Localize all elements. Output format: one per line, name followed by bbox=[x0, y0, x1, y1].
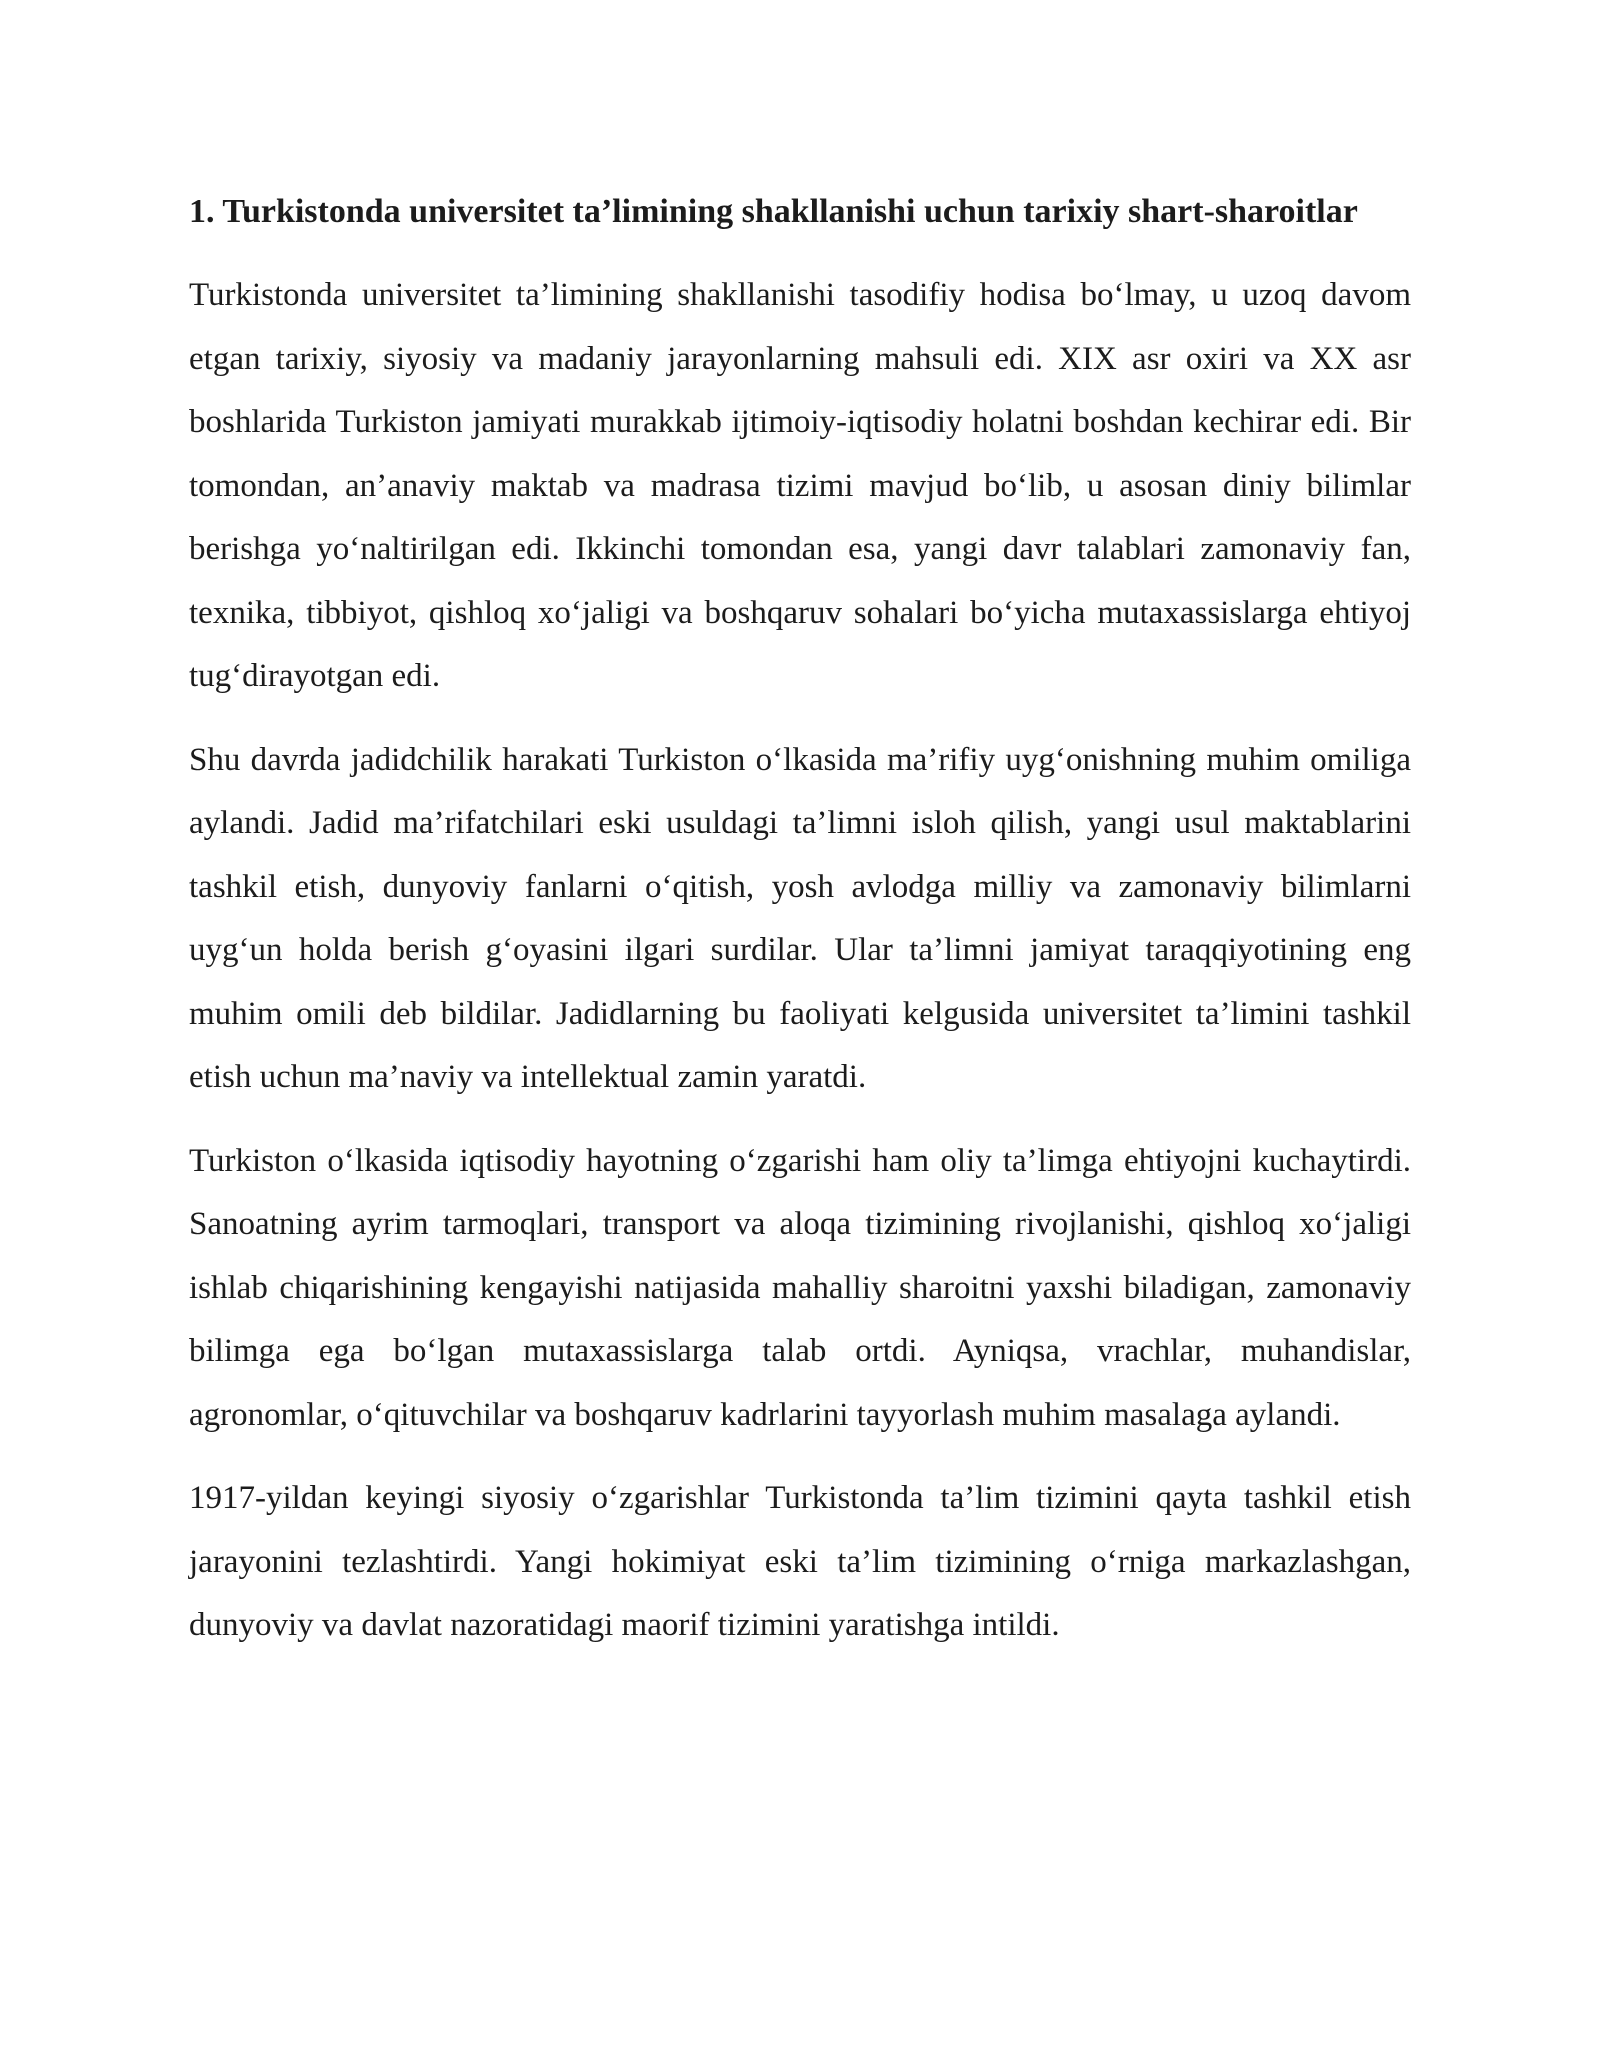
paragraph-1: Turkistonda universitet ta’limining shakllanishi tasodifiy hodisa bo‘lmay, u uzoq davom etgan tarixiy, siyosiy va madaniy jarayonlarning mahsuli edi. XIX asr oxiri va XX asr boshlarida Turkiston jamiyati murakkab ijtimoiy-iqtisodiy holatni boshdan kechirar edi. Bir tomondan, an’anaviy maktab va madrasa tizimi mavjud bo‘lib, u asosan diniy bilimlar berishga yo‘naltirilgan edi. Ikkinchi tomondan esa, yangi davr talablari zamonaviy fan, texnika, tibbiyot, qishloq xo‘jaligi va boshqaruv sohalari bo‘yicha mutaxassislarga ehtiyoj tug‘dirayotgan edi. bbox=[189, 277, 1411, 694]
paragraph-4: 1917-yildan keyingi siyosiy o‘zgarishlar Turkistonda ta’lim tizimini qayta tashkil etish jarayonini tezlashtirdi. Yangi hokimiyat eski ta’lim tizimining o‘rniga markazlashgan, dunyoviy va davlat nazoratidagi maorif tizimini yaratishga intildi. bbox=[189, 1480, 1411, 1643]
section-heading: 1. Turkistonda universitet ta’limining shakllanishi uchun tarixiy shart-sharoitlar bbox=[189, 193, 1358, 230]
paragraph-2: Shu davrda jadidchilik harakati Turkiston o‘lkasida ma’rifiy uyg‘onishning muhim omiliga aylandi. Jadid ma’rifatchilari eski usuldagi ta’limni isloh qilish, yangi usul maktablarini tashkil etish, dunyoviy fanlarni o‘qitish, yosh avlodga milliy va zamonaviy bilimlarni uyg‘un holda berish g‘oyasini ilgari surdilar. Ular ta’limni jamiyat taraqqiyotining eng muhim omili deb bildilar. Jadidlarning bu faoliyati kelgusida universitet ta’limini tashkil etish uchun ma’naviy va intellektual zamin yaratdi. bbox=[189, 741, 1411, 1095]
paragraph-3: Turkiston o‘lkasida iqtisodiy hayotning o‘zgarishi ham oliy ta’limga ehtiyojni kuchaytirdi. Sanoatning ayrim tarmoqlari, transport va aloqa tizimining rivojlanishi, qishloq xo‘jaligi ishlab chiqarishining kengayishi natijasida mahalliy sharoitni yaxshi biladigan, zamonaviy bilimga ega bo‘lgan mutaxassislarga talab ortdi. Ayniqsa, vrachlar, muhandislar, agronomlar, o‘qituvchilar va boshqaruv kadrlarini tayyorlash muhim masalaga aylandi. bbox=[189, 1142, 1411, 1433]
document-page bbox=[189, 180, 1411, 1678]
